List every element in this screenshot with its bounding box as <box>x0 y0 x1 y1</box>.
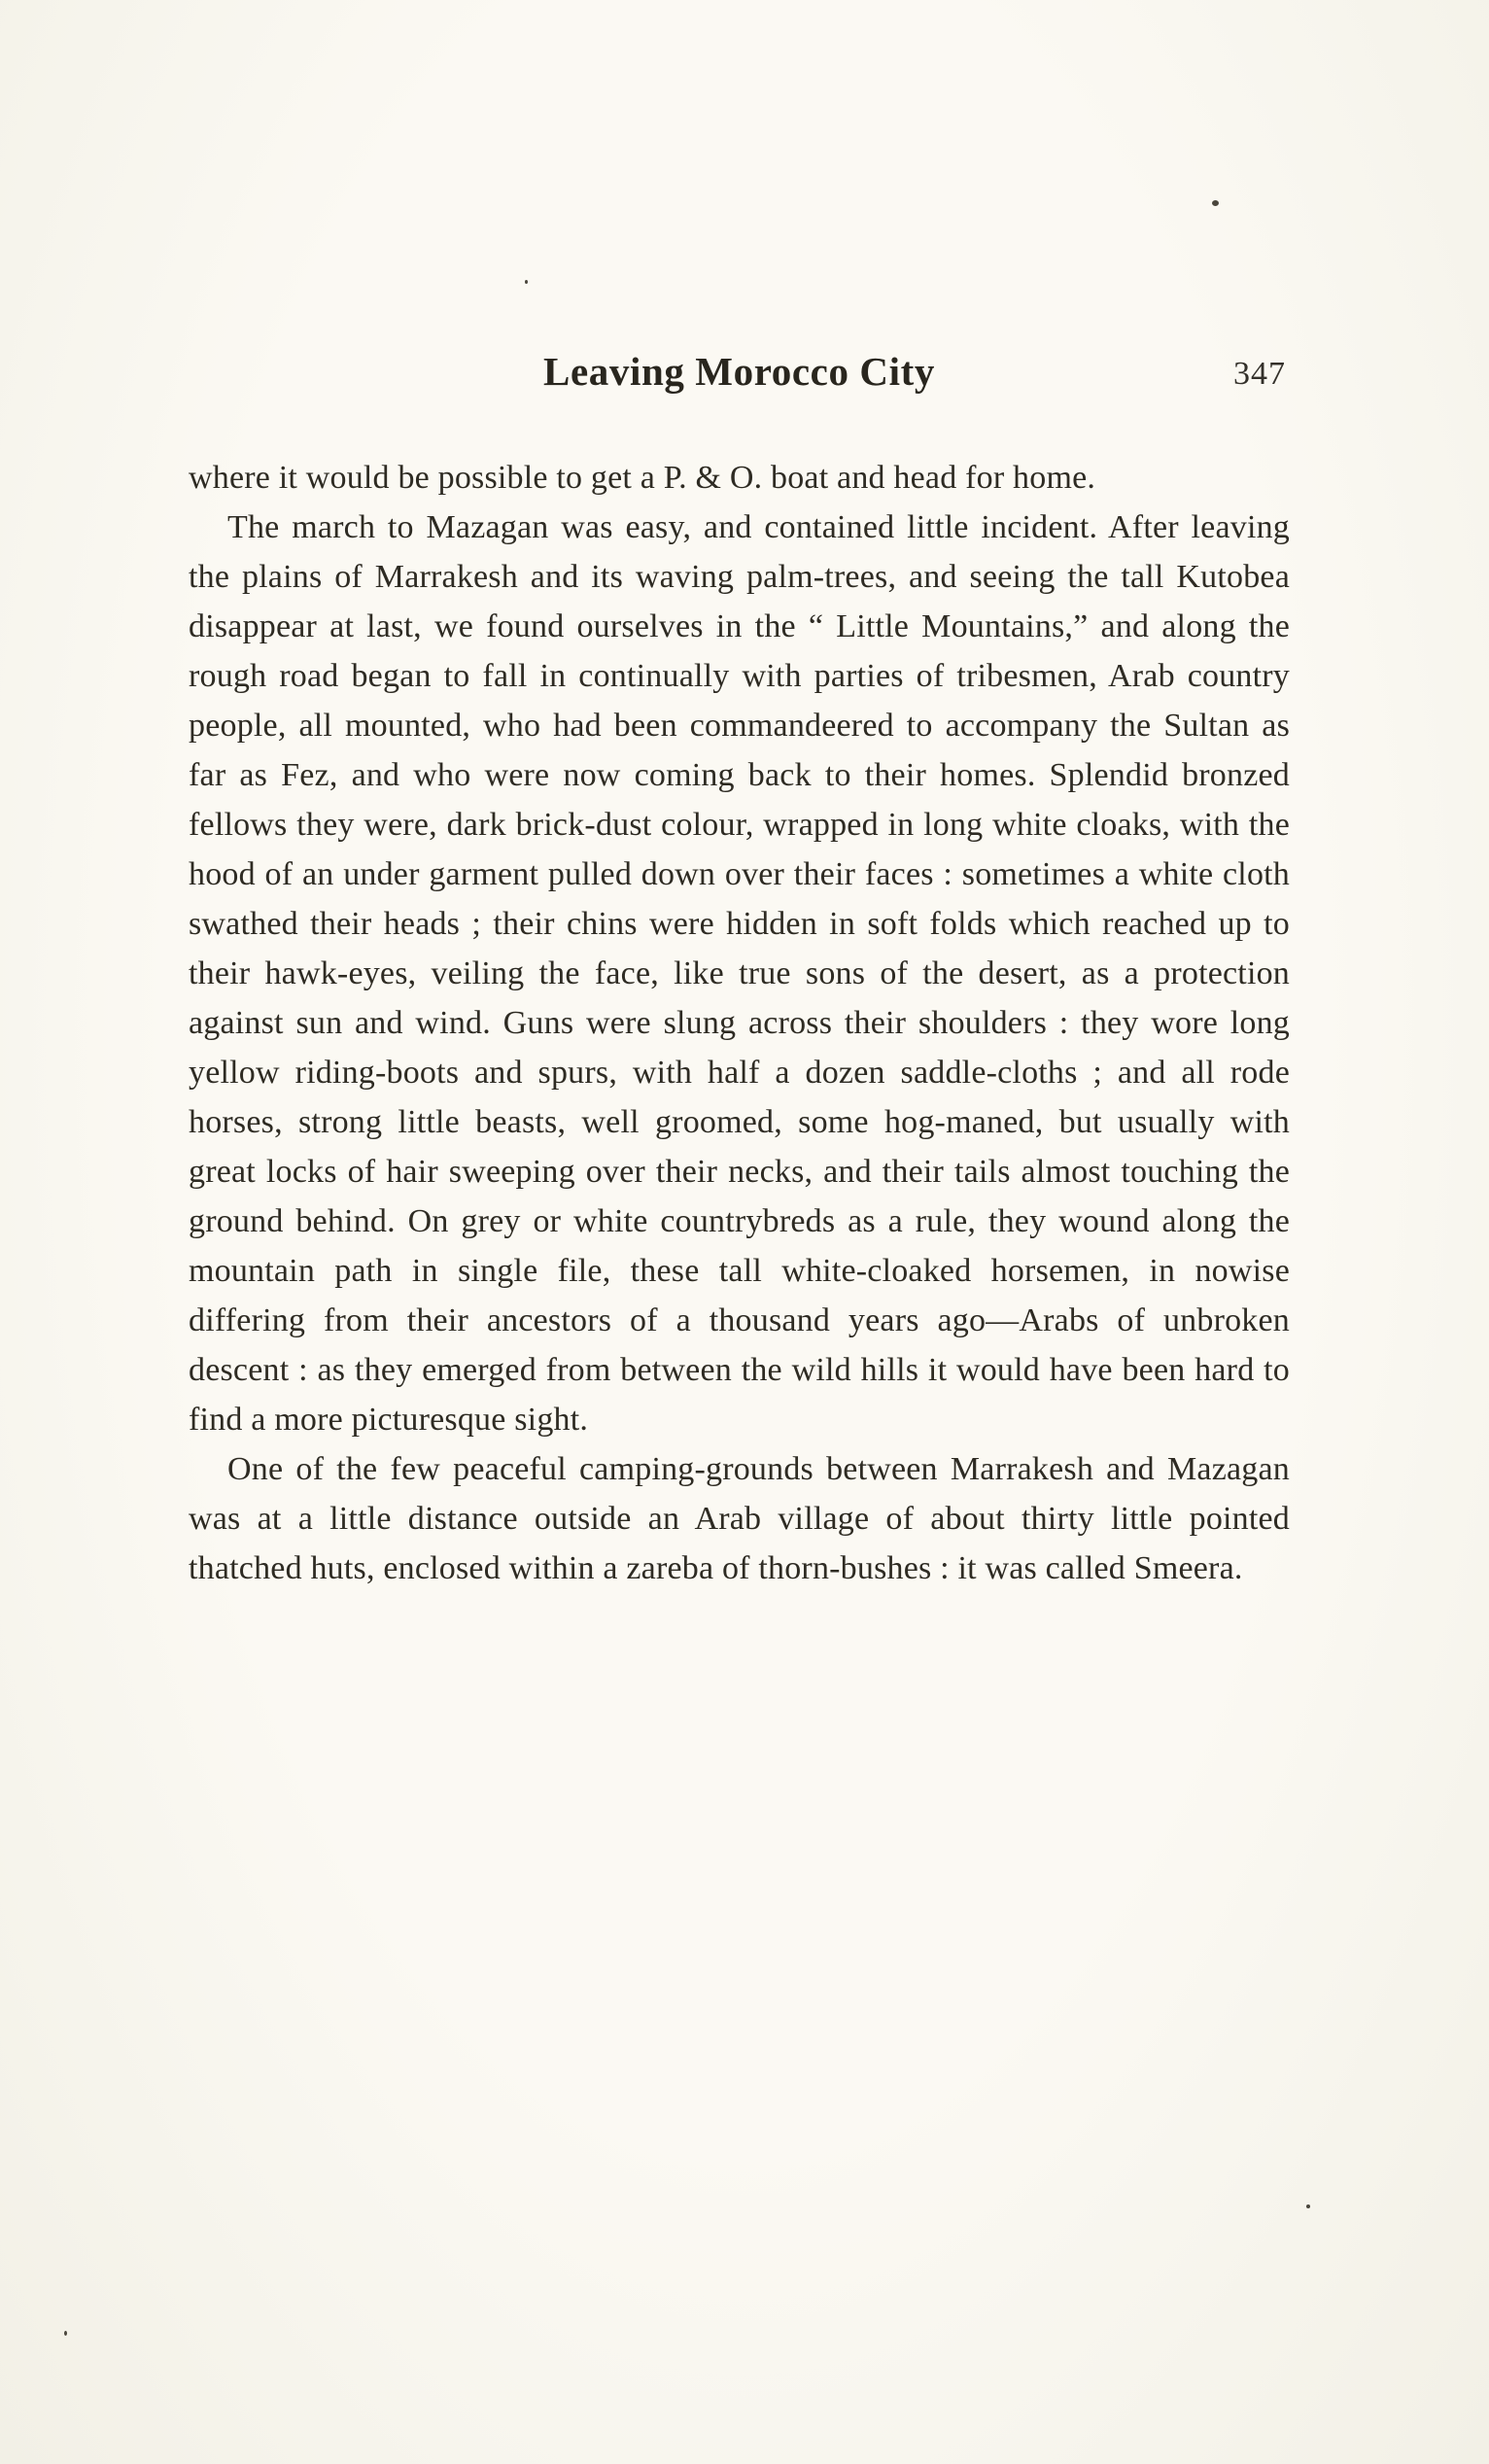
page-body <box>189 453 1290 1593</box>
scan-speck <box>64 2331 67 2336</box>
paragraph: where it would be possible to get a P. & O. boat and head for home. <box>189 460 1096 496</box>
scan-speck <box>525 280 528 284</box>
page-title: Leaving Morocco City <box>543 349 935 394</box>
paragraph: The march to Mazagan was easy, and contained little incident. After leaving the plains of Marrakesh and its waving palm-trees, and seeing the tall Kutobea disappear at last, we found ourselves in the “ Little Mountains,” and along the rough road began to fall in continually with parties of tribesmen, Arab country people, all mounted, who had been commandeered to accompany the Sultan as far as Fez, and who were now coming back to their homes. Splendid bronzed fellows they were, dark brick-dust colour, wrapped in long white cloaks, with the hood of an under garment pulled down over their faces : sometimes a white cloth swathed their heads ; their chins were hidden in soft folds which reached up to their hawk-eyes, veiling the face, like true sons of the desert, as a protection against sun and wind. Guns were slung across their shoulders : they wore long yellow riding-boots and spurs, with half a dozen saddle-cloths ; and all rode horses, strong little beasts, well groomed, some hog-maned, but usually with great locks of hair sweeping over their necks, and their tails almost touching the ground behind. On grey or white countrybreds as a rule, they wound along the mountain path in single file, these tall white-cloaked horsemen, in nowise differing from their ancestors of a thousand years ago—Arabs of unbroken descent : as they emerged from between the wild hills it would have been hard to find a more picturesque sight. <box>189 509 1290 1438</box>
paragraph: One of the few peaceful camping-grounds between Marrakesh and Mazagan was at a little distance outside an Arab village of about thirty little pointed thatched huts, enclosed within a zareba of thorn-bushes : it was called Smeera. <box>189 1451 1290 1586</box>
scan-speck <box>1212 200 1219 206</box>
page-content <box>189 348 1290 1593</box>
scan-speck <box>1306 2204 1310 2208</box>
page-header <box>189 348 1290 418</box>
page-number: 347 <box>1233 356 1286 392</box>
